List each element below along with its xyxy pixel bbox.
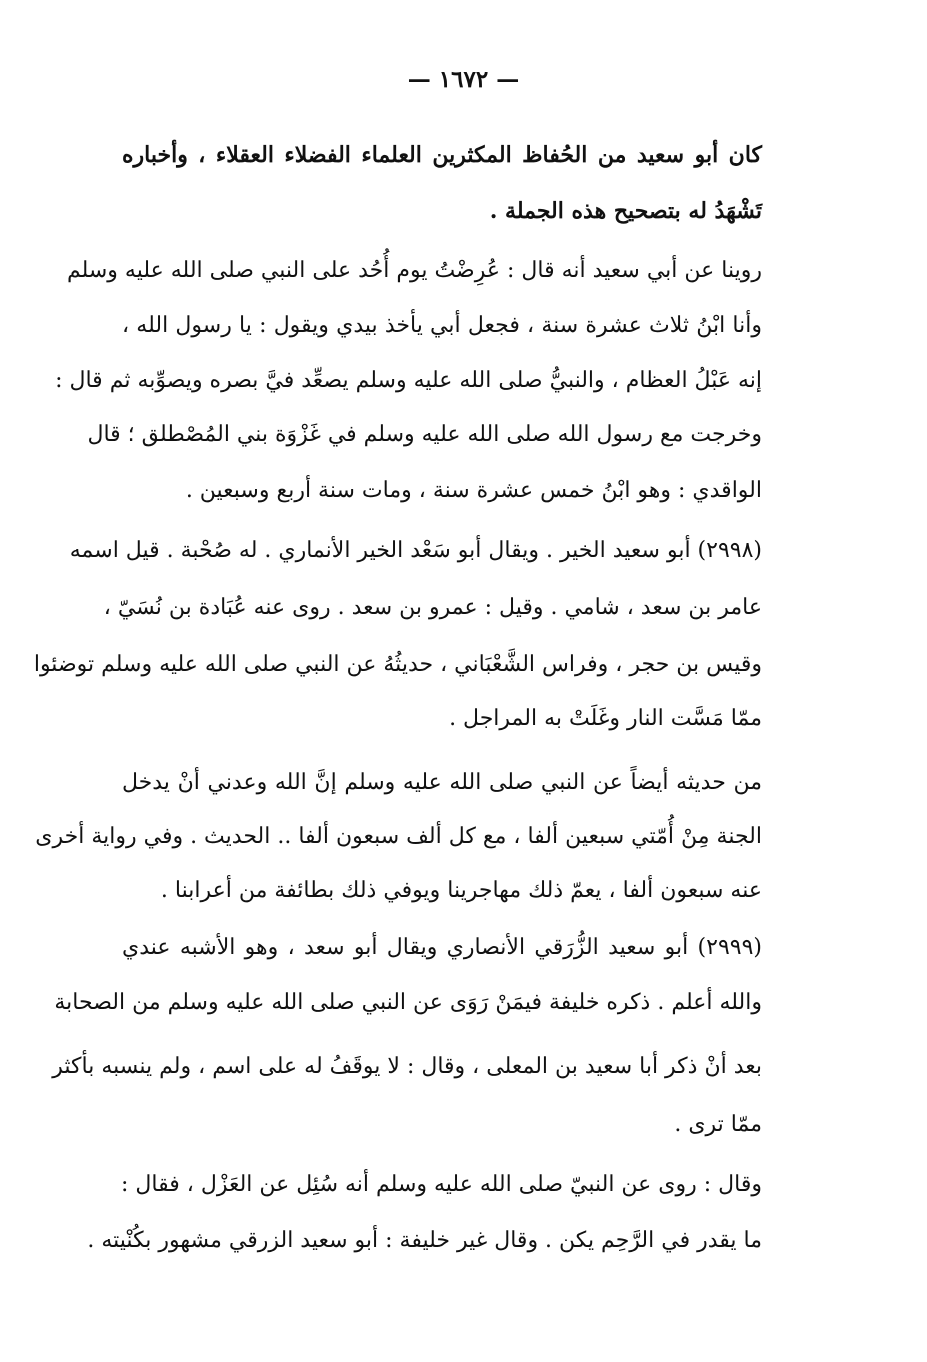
text-line: روينا عن أبي سعيد أنه قال : عُرِضْتُ يوم أُحُد على النبي صلى الله عليه وسلم — [66, 258, 762, 283]
text-line: ممّا ترى . — [674, 1112, 762, 1137]
text-line: وأنا ابْنُ ثلاث عشرة سنة ، فجعل أبي يأخذ بيدي ويقول : يا رسول الله ، — [122, 313, 762, 338]
text-line: بعد أنْ ذكر أبا سعيد بن المعلى ، وقال : لا يوقَفُ له على اسم ، ولم ينسبه بأكثر — [52, 1054, 762, 1079]
text-line: وقال : روى عن النبيّ صلى الله عليه وسلم أنه سُئِل عن العَزْل ، فقال : — [121, 1172, 762, 1197]
text-line: ما يقدر في الرَّحِم يكن . وقال غير خليفة : أبو سعيد الزرقي مشهور بكُنْيته . — [87, 1228, 762, 1253]
text-line: والله أعلم . ذكره خليفة فيمَنْ رَوَى عن النبي صلى الله عليه وسلم من الصحابة — [54, 990, 762, 1015]
text-line: وقيس بن حجر ، وفراس الشَّعْبَاني ، حديثُهُ عن النبي صلى الله عليه وسلم توضئوا — [33, 652, 762, 677]
text-line: عنه سبعون ألفا ، يعمّ ذلك مهاجرينا ويوفي ذلك بطائفة من أعرابنا . — [160, 878, 762, 903]
text-line: تَشْهَدُ له بتصحيح هذه الجملة . — [489, 198, 762, 224]
text-line: وخرجت مع رسول الله صلى الله عليه وسلم في غَزْوَة بني المُصْطلق ؛ قال — [87, 422, 762, 447]
text-line: الواقدي : وهو ابْنُ خمس عشرة سنة ، ومات سنة أربع وسبعين . — [185, 478, 762, 503]
text-line: عامر بن سعد ، شامي . وقيل : عمرو بن سعد . روى عنه عُبَادة بن نُسَيّ ، — [103, 595, 762, 620]
entry-heading-line: (٢٩٩٩) أبو سعيد الزُّرَقي الأنصاري ويقال أبو سعد ، وهو الأشبه عندي — [122, 935, 762, 960]
text-line: إنه عَبْلُ العظام ، والنبيُّ صلى الله عليه وسلم يصعِّد فيَّ بصره ويصوِّبه ثم قال : — [55, 368, 762, 393]
text-line: من حديثه أيضاً عن النبي صلى الله عليه وسلم إنَّ الله وعدني أنْ يدخل — [122, 770, 762, 795]
text-line: كان أبو سعيد من الحُفاظ المكثرين العلماء الفضلاء العقلاء ، وأخباره — [122, 142, 762, 168]
page-number: — ١٦٧٢ — — [407, 66, 520, 93]
text-line: ممّا مَسَّت النار وغَلَتْ به المراجل . — [449, 706, 762, 731]
text-line: الجنة مِنْ أُمّتي سبعين ألفا ، مع كل ألف سبعون ألفا .. الحديث . وفي رواية أخرى — [35, 824, 762, 849]
entry-heading-line: (٢٩٩٨) أبو سعيد الخير . ويقال أبو سَعْد الخير الأنماري . له صُحْبة . قيل اسمه — [69, 538, 762, 563]
